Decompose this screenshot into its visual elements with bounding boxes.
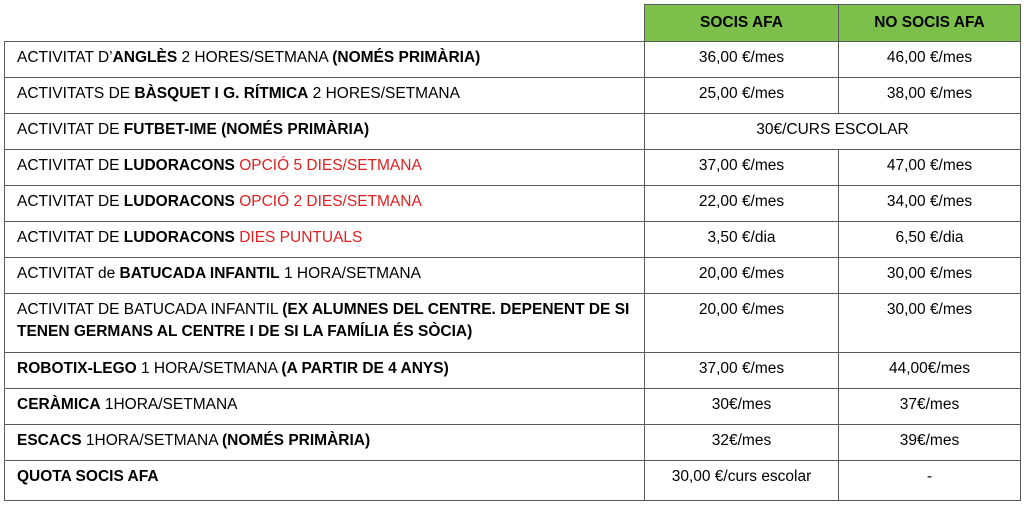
- price-socis-cell: 30,00 €/curs escolar: [645, 461, 839, 501]
- table-row: [5, 186, 1021, 222]
- price-socis-cell: 30€/mes: [645, 389, 839, 425]
- activity-text: ESCACS: [17, 432, 82, 449]
- activity-cell: [5, 353, 645, 389]
- price-merged-cell: 30€/CURS ESCOLAR: [645, 114, 1021, 150]
- activity-text: 1 HORA/SETMANA: [279, 265, 421, 282]
- price-no-socis-cell: 47,00 €/mes: [839, 150, 1021, 186]
- price-no-socis-cell: 38,00 €/mes: [839, 78, 1021, 114]
- activity-cell: [5, 186, 645, 222]
- activity-text: BATUCADA INFANTIL: [119, 265, 280, 282]
- activity-text: ACTIVITAT D’: [17, 49, 113, 66]
- price-no-socis-cell: 6,50 €/dia: [839, 222, 1021, 258]
- price-no-socis-cell: 30,00 €/mes: [839, 294, 1021, 353]
- table-row: [5, 114, 1021, 150]
- price-no-socis-cell: 37€/mes: [839, 389, 1021, 425]
- table-row: [5, 78, 1021, 114]
- price-socis-cell: 20,00 €/mes: [645, 294, 839, 353]
- activity-cell: [5, 42, 645, 78]
- price-no-socis-cell: 39€/mes: [839, 425, 1021, 461]
- activity-text: ACTIVITATS DE: [17, 85, 135, 102]
- activity-text: ROBOTIX-LEGO: [17, 360, 137, 377]
- activity-text: BÀSQUET I G. RÍTMICA: [134, 85, 309, 102]
- activity-text: DIES PUNTUALS: [234, 229, 363, 246]
- activity-text: 2 HORES/SETMANA: [177, 49, 333, 66]
- price-no-socis-cell: 46,00 €/mes: [839, 42, 1021, 78]
- price-no-socis-cell: 44,00€/mes: [839, 353, 1021, 389]
- activity-text: 2 HORES/SETMANA: [308, 85, 460, 102]
- header-blank-cell: [5, 5, 645, 42]
- activity-text: ACTIVITAT DE: [17, 229, 124, 246]
- activity-text: 1 HORA/SETMANA: [136, 360, 282, 377]
- table-row: [5, 389, 1021, 425]
- price-socis-cell: 25,00 €/mes: [645, 78, 839, 114]
- price-socis-cell: 22,00 €/mes: [645, 186, 839, 222]
- table-row: [5, 258, 1021, 294]
- activity-text: FUTBET-IME (NOMÉS PRIMÀRIA): [123, 121, 370, 138]
- activity-text: ACTIVITAT DE BATUCADA INFANTIL: [17, 301, 283, 318]
- activity-cell: [5, 150, 645, 186]
- table-row: [5, 42, 1021, 78]
- activity-text: (NOMÉS PRIMÀRIA): [222, 432, 371, 449]
- table-row: [5, 222, 1021, 258]
- activity-cell: [5, 294, 645, 353]
- activity-text: LUDORACONS: [123, 157, 235, 174]
- price-no-socis-cell: 34,00 €/mes: [839, 186, 1021, 222]
- activity-cell: [5, 258, 645, 294]
- table-row: [5, 425, 1021, 461]
- activity-text: CERÀMICA: [17, 396, 101, 413]
- activity-cell: [5, 425, 645, 461]
- activity-text: 1HORA/SETMANA: [100, 396, 238, 413]
- price-socis-cell: 36,00 €/mes: [645, 42, 839, 78]
- activity-cell: [5, 114, 645, 150]
- table-row: [5, 461, 1021, 501]
- activity-text: ACTIVITAT DE: [17, 193, 124, 210]
- activity-cell: [5, 222, 645, 258]
- activity-text: (EX ALUMNES DEL CENTRE. DEPENENT DE SI TENEN GERMANS AL CENTRE I DE SI LA FAMÍLIA ÉS SÒCIA): [17, 301, 630, 340]
- price-socis-cell: 37,00 €/mes: [645, 150, 839, 186]
- table-row: [5, 150, 1021, 186]
- activity-text: ACTIVITAT DE: [17, 157, 124, 174]
- table-row: [5, 353, 1021, 389]
- header-socis-afa: SOCIS AFA: [645, 5, 839, 42]
- price-table: [4, 4, 1021, 501]
- price-socis-cell: 3,50 €/dia: [645, 222, 839, 258]
- activity-text: OPCIÓ 5 DIES/SETMANA: [234, 157, 422, 174]
- activity-text: OPCIÓ 2 DIES/SETMANA: [234, 193, 422, 210]
- price-socis-cell: 37,00 €/mes: [645, 353, 839, 389]
- activity-cell: [5, 461, 645, 501]
- price-no-socis-cell: -: [839, 461, 1021, 501]
- header-no-socis-afa: NO SOCIS AFA: [839, 5, 1021, 42]
- activity-text: LUDORACONS: [123, 229, 235, 246]
- activity-text: (A PARTIR DE 4 ANYS): [281, 360, 449, 377]
- table-row: [5, 294, 1021, 353]
- activity-text: LUDORACONS: [123, 193, 235, 210]
- activity-text: ANGLÈS: [112, 49, 178, 66]
- price-no-socis-cell: 30,00 €/mes: [839, 258, 1021, 294]
- activity-text: QUOTA SOCIS AFA: [17, 468, 159, 485]
- price-socis-cell: 32€/mes: [645, 425, 839, 461]
- activity-text: ACTIVITAT de: [17, 265, 120, 282]
- header-row: [5, 5, 1021, 42]
- activity-text: ACTIVITAT DE: [17, 121, 124, 138]
- activity-cell: [5, 78, 645, 114]
- activity-text: 1HORA/SETMANA: [81, 432, 223, 449]
- price-socis-cell: 20,00 €/mes: [645, 258, 839, 294]
- activity-cell: [5, 389, 645, 425]
- activity-text: (NOMÉS PRIMÀRIA): [332, 49, 481, 66]
